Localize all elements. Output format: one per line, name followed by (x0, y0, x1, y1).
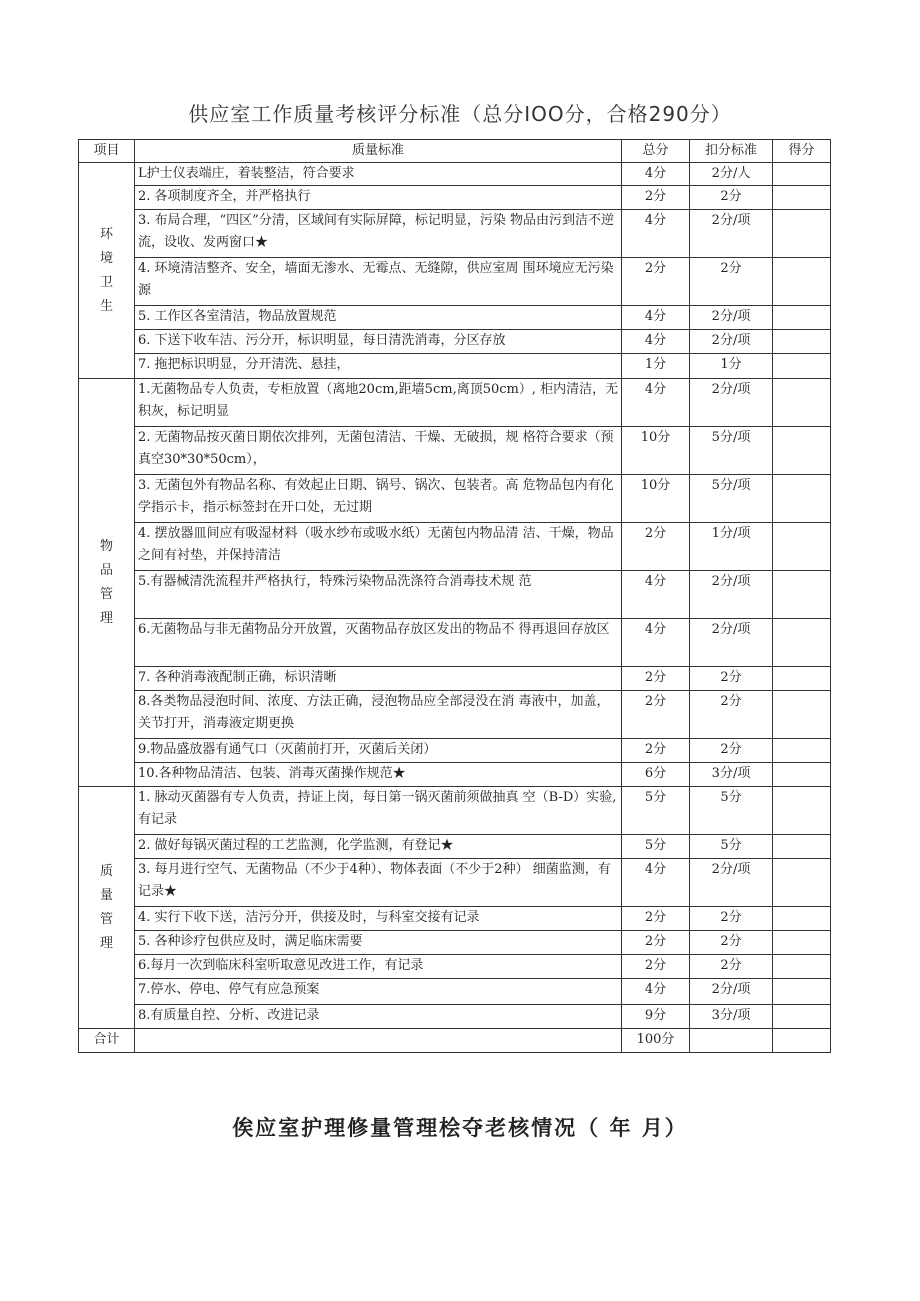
deduct-cell: 2分/项 (690, 859, 773, 907)
deduct-cell: 1分 (690, 354, 773, 379)
score-cell[interactable] (773, 787, 831, 835)
header-score: 得分 (773, 140, 831, 163)
total-cell: 9分 (622, 1005, 690, 1029)
table-row (79, 258, 831, 306)
table-row (79, 427, 831, 475)
score-cell[interactable] (773, 379, 831, 427)
total-cell: 5分 (622, 835, 690, 859)
total-cell: 10分 (622, 475, 690, 523)
total-cell: 2分 (622, 907, 690, 931)
total-sum-cell: 100分 (622, 1029, 690, 1053)
standard-cell: 5. 各种诊疗包供应及时，满足临床需要 (135, 931, 622, 955)
total-cell: 4分 (622, 330, 690, 354)
deduct-cell: 2分/项 (690, 306, 773, 330)
total-cell: 2分 (622, 739, 690, 763)
standard-cell: 6.每月一次到临床科室听取意见改进工作，有记录 (135, 955, 622, 979)
score-cell[interactable] (773, 979, 831, 1005)
total-cell: 1分 (622, 354, 690, 379)
total-cell: 2分 (622, 955, 690, 979)
category-cell (79, 787, 135, 1029)
category-label: 环境卫生 (99, 226, 113, 314)
score-cell[interactable] (773, 210, 831, 258)
table-row (79, 931, 831, 955)
total-standard-cell (135, 1029, 622, 1053)
total-score-cell[interactable] (773, 1029, 831, 1053)
deduct-cell: 2分 (690, 691, 773, 739)
table-row (79, 691, 831, 739)
deduct-cell: 2分 (690, 258, 773, 306)
total-cell: 2分 (622, 931, 690, 955)
score-cell[interactable] (773, 186, 831, 210)
score-cell[interactable] (773, 739, 831, 763)
total-cell: 5分 (622, 787, 690, 835)
deduct-cell: 2分/项 (690, 210, 773, 258)
deduct-cell: 2分/项 (690, 979, 773, 1005)
score-cell[interactable] (773, 907, 831, 931)
score-cell[interactable] (773, 835, 831, 859)
page-title: 供应室工作质量考核评分标准（总分IOO分，合格290分） (188, 102, 732, 126)
score-cell[interactable] (773, 667, 831, 691)
total-cell: 4分 (622, 619, 690, 667)
standard-cell: 7. 各种消毒液配制正确，标识清晰 (135, 667, 622, 691)
score-cell[interactable] (773, 330, 831, 354)
score-cell[interactable] (773, 427, 831, 475)
category-label: 质量管理 (99, 863, 113, 951)
standard-cell: 7. 拖把标识明显，分开清洗、悬挂， (135, 354, 622, 379)
category-label: 物品管理 (99, 538, 113, 626)
standard-cell: 10.各种物品清洁、包装、消毒灭菌操作规范★ (135, 763, 622, 787)
score-cell[interactable] (773, 258, 831, 306)
table-row (79, 354, 831, 379)
total-deduct-cell (690, 1029, 773, 1053)
total-label-cell: 合计 (79, 1029, 135, 1053)
deduct-cell: 3分/项 (690, 763, 773, 787)
standard-cell: 1.无菌物品专人负责，专柜放置（离地20cm,距墙5cm,离顶50cm）, 柜内清洁，无积灰，标记明显 (135, 379, 622, 427)
score-cell[interactable] (773, 955, 831, 979)
score-cell[interactable] (773, 1005, 831, 1029)
total-cell: 2分 (622, 186, 690, 210)
table-row (79, 739, 831, 763)
total-row (79, 1029, 831, 1053)
deduct-cell: 5分 (690, 787, 773, 835)
standard-cell: 9.物品盛放器有通气口（灭菌前打开，灭菌后关闭） (135, 739, 622, 763)
table-row (79, 571, 831, 619)
table-row (79, 859, 831, 907)
deduct-cell: 2分 (690, 739, 773, 763)
score-cell[interactable] (773, 354, 831, 379)
table-row (79, 907, 831, 931)
standard-cell: 8.有质量自控、分析、改进记录 (135, 1005, 622, 1029)
total-cell: 10分 (622, 427, 690, 475)
table-row (79, 523, 831, 571)
score-cell[interactable] (773, 619, 831, 667)
deduct-cell: 2分 (690, 931, 773, 955)
table-body (79, 163, 831, 1053)
table-row (79, 787, 831, 835)
total-cell: 2分 (622, 667, 690, 691)
score-cell[interactable] (773, 763, 831, 787)
standard-cell: 3. 每月进行空气、无菌物品（不少于4种）、物体表面（不少于2种） 细菌监测，有记录★ (135, 859, 622, 907)
table-row (79, 330, 831, 354)
scoring-table (78, 139, 831, 1053)
table-row (79, 379, 831, 427)
table-row (79, 619, 831, 667)
deduct-cell: 2分 (690, 667, 773, 691)
deduct-cell: 2分 (690, 907, 773, 931)
score-cell[interactable] (773, 163, 831, 186)
header-deduct: 扣分标准 (690, 140, 773, 163)
standard-cell: 8.各类物品浸泡时间、浓度、方法正确，浸泡物品应全部浸没在消 毒液中，加盖，关节打开，消毒液定期更换 (135, 691, 622, 739)
table-row (79, 835, 831, 859)
score-cell[interactable] (773, 475, 831, 523)
deduct-cell: 3分/项 (690, 1005, 773, 1029)
header-total: 总分 (622, 140, 690, 163)
score-cell[interactable] (773, 931, 831, 955)
table-row (79, 1005, 831, 1029)
category-cell (79, 163, 135, 379)
table-row (79, 955, 831, 979)
deduct-cell: 2分/项 (690, 619, 773, 667)
standard-cell: 4. 实行下收下送，洁污分开，供接及时，与科室交接有记录 (135, 907, 622, 931)
deduct-cell: 2分/项 (690, 379, 773, 427)
total-cell: 2分 (622, 523, 690, 571)
deduct-cell: 5分 (690, 835, 773, 859)
table-row (79, 475, 831, 523)
standard-cell: 7.停水、停电、停气有应急预案 (135, 979, 622, 1005)
category-cell (79, 379, 135, 787)
total-cell: 2分 (622, 691, 690, 739)
deduct-cell: 2分 (690, 186, 773, 210)
table-header-row (79, 140, 831, 163)
standard-cell: 5. 工作区各室清洁，物品放置规范 (135, 306, 622, 330)
total-cell: 4分 (622, 210, 690, 258)
standard-cell: 6.无菌物品与非无菌物品分开放置，灭菌物品存放区发出的物品不 得再退回存放区 (135, 619, 622, 667)
deduct-cell: 2分/项 (690, 330, 773, 354)
deduct-cell: 2分/项 (690, 571, 773, 619)
standard-cell: 4. 环境清洁整齐、安全，墙面无渗水、无霉点、无缝隙，供应室周 围环境应无污染源 (135, 258, 622, 306)
table-row (79, 186, 831, 210)
header-item: 项目 (79, 140, 135, 163)
deduct-cell: 5分/项 (690, 475, 773, 523)
score-cell[interactable] (773, 691, 831, 739)
standard-cell: 4. 摆放器皿间应有吸湿材料（吸水纱布或吸水纸）无菌包内物品清 洁、干燥，物品之间有衬垫，并保持清洁 (135, 523, 622, 571)
total-cell: 4分 (622, 379, 690, 427)
table-row (79, 306, 831, 330)
deduct-cell: 2分 (690, 955, 773, 979)
total-cell: 4分 (622, 163, 690, 186)
score-cell[interactable] (773, 571, 831, 619)
second-title: 俟应室护理修量管理桧夺老核情况（ 年 月） (232, 1116, 688, 1140)
table-row (79, 210, 831, 258)
total-cell: 4分 (622, 979, 690, 1005)
total-cell: 4分 (622, 306, 690, 330)
total-cell: 4分 (622, 859, 690, 907)
score-cell[interactable] (773, 306, 831, 330)
table-row (79, 667, 831, 691)
total-cell: 4分 (622, 571, 690, 619)
total-cell: 6分 (622, 763, 690, 787)
standard-cell: 6. 下送下收车洁、污分开，标识明显，每日清洗消毒，分区存放 (135, 330, 622, 354)
standard-cell: 3. 布局合理，“四区”分清，区域间有实际屏障，标记明显，污染 物品由污到洁不逆流，设收、发两窗口★ (135, 210, 622, 258)
deduct-cell: 5分/项 (690, 427, 773, 475)
score-cell[interactable] (773, 523, 831, 571)
standard-cell: 5.有器械清洗流程并严格执行，特殊污染物品洗涤符合消毒技术规 范 (135, 571, 622, 619)
table-row (79, 979, 831, 1005)
deduct-cell: 1分/项 (690, 523, 773, 571)
standard-cell: 2. 做好每锅灭菌过程的工艺监测，化学监测，有登记★ (135, 835, 622, 859)
score-cell[interactable] (773, 859, 831, 907)
deduct-cell: 2分/人 (690, 163, 773, 186)
table-row (79, 163, 831, 186)
standard-cell: L护士仪表端庄，着装整洁，符合要求 (135, 163, 622, 186)
standard-cell: 2. 无菌物品按灭菌日期依次排列，无菌包清洁、干燥、无破损，规 格符合要求（预真空30*30*50cm）， (135, 427, 622, 475)
standard-cell: 3. 无菌包外有物品名称、有效起止日期、锅号、锅次、包装者。高 危物品包内有化学指示卡，指示标签封在开口处，无过期 (135, 475, 622, 523)
standard-cell: 1. 脉动灭菌器有专人负责，持证上岗，每日第一锅灭菌前须做抽真 空（B-D）实验, 有记录 (135, 787, 622, 835)
table-row (79, 763, 831, 787)
header-standard: 质量标准 (135, 140, 622, 163)
total-cell: 2分 (622, 258, 690, 306)
standard-cell: 2. 各项制度齐全，并严格执行 (135, 186, 622, 210)
